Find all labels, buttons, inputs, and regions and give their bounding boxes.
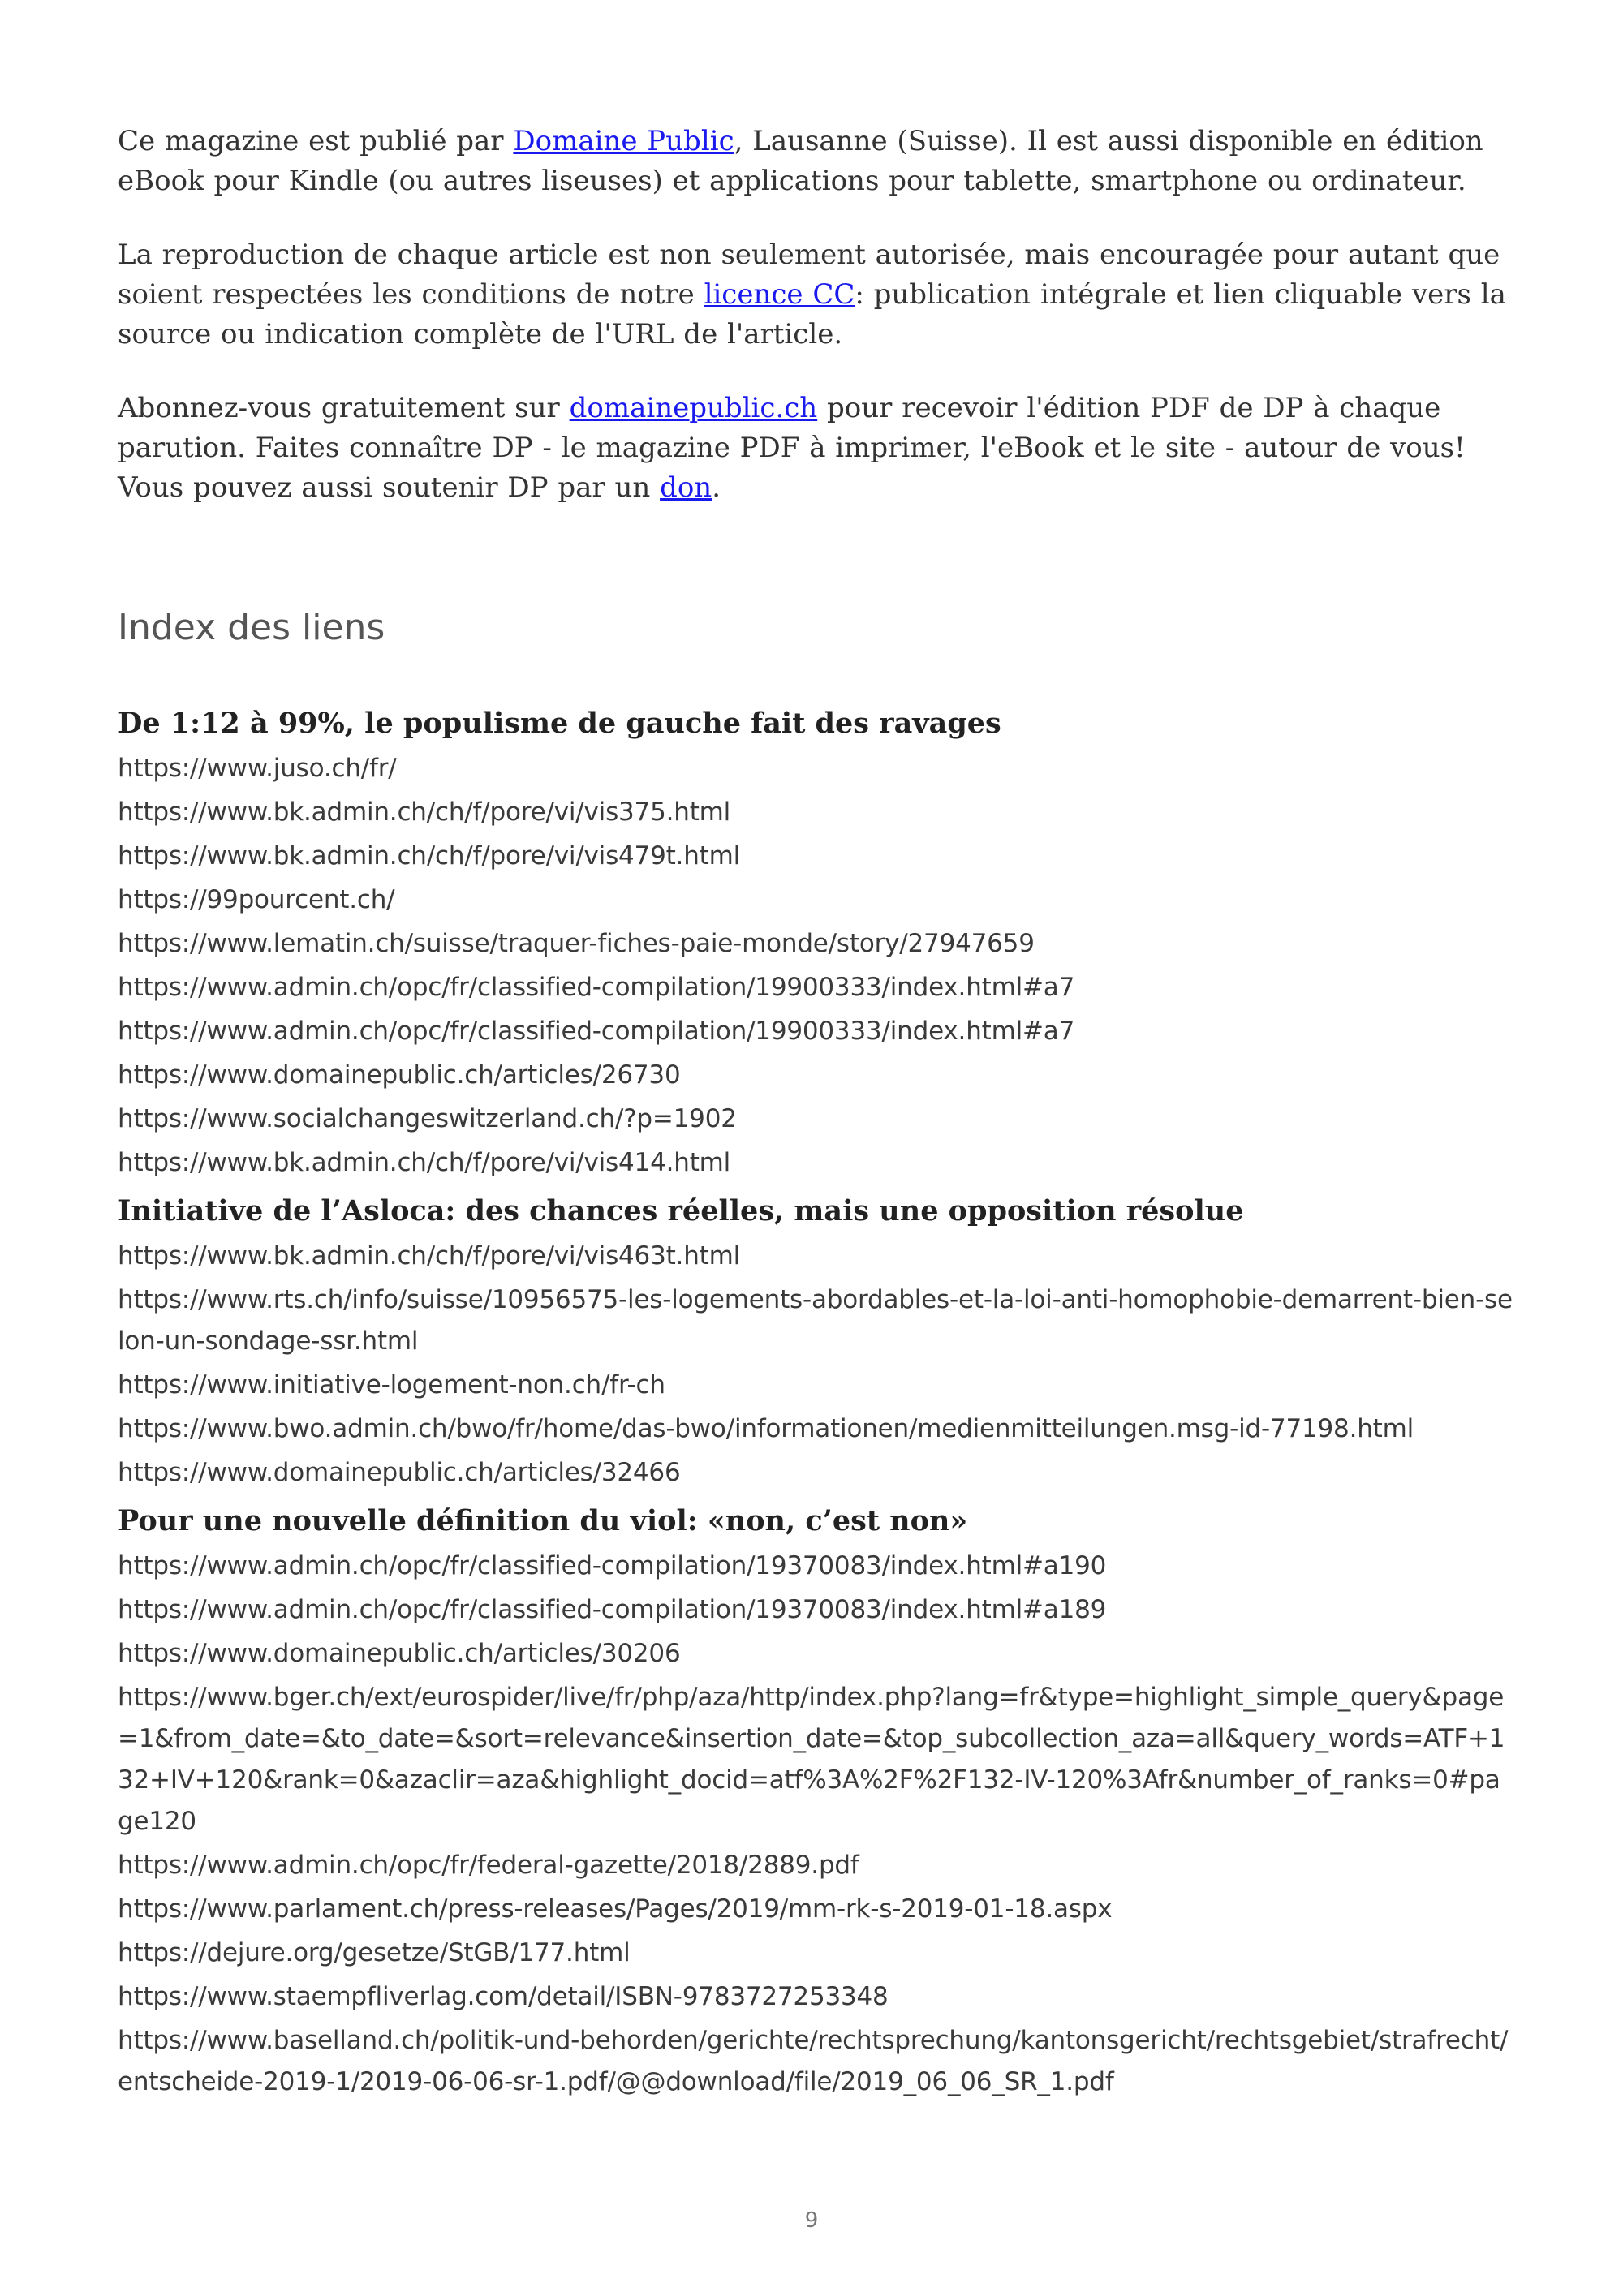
link-item[interactable]: https://www.admin.ch/opc/fr/federal-gazette/2018/2889.pdf — [118, 1851, 859, 1880]
link-item[interactable]: https://www.admin.ch/opc/fr/classified-compilation/19370083/index.html#a189 — [118, 1595, 1107, 1624]
link-item[interactable]: https://www.bk.admin.ch/ch/f/pore/vi/vis479t.html — [118, 841, 741, 871]
section-title: De 1:12 à 99%, le populisme de gauche fait des ravages — [118, 707, 1001, 740]
link-item[interactable]: https://www.rts.ch/info/suisse/10956575-les-logements-abordables-et-la-loi-anti-homophobie-demarrent-bien-selon-un-sondage-ssr.html — [118, 1285, 1513, 1356]
intro-paragraph-publisher — [118, 122, 1513, 201]
page-number: 9 — [804, 2208, 819, 2233]
link-item[interactable]: https://www.domainepublic.ch/articles/32466 — [118, 1458, 681, 1487]
link-item[interactable]: https://www.parlament.ch/press-releases/Pages/2019/mm-rk-s-2019-01-18.aspx — [118, 1894, 1113, 1924]
page-content — [118, 122, 1513, 2105]
link-item[interactable]: https://www.admin.ch/opc/fr/classified-compilation/19900333/index.html#a7 — [118, 1017, 1075, 1046]
link-item[interactable]: https://www.lematin.ch/suisse/traquer-fiches-paie-monde/story/27947659 — [118, 929, 1035, 958]
link-item[interactable]: https://www.baselland.ch/politik-und-behorden/gerichte/rechtsprechung/kantonsgericht/rechtsgebiet/strafrecht/entscheide-2019-1/2019-06-06-sr-1.pdf/@@download/file/2019_06_06_SR_1.pdf — [118, 2026, 1509, 2096]
link-item[interactable]: https://www.admin.ch/opc/fr/classified-compilation/19900333/index.html#a7 — [118, 973, 1075, 1002]
link-item[interactable]: https://www.bk.admin.ch/ch/f/pore/vi/vis414.html — [118, 1148, 731, 1177]
link-list — [118, 1236, 1513, 1494]
p1-text-after: , Lausanne (Suisse). Il est aussi disponible en édition eBook pour Kindle (ou autres liseuses) et applications pour tablette, smartphone ou ordinateur. — [118, 125, 1483, 197]
link-item[interactable]: https://www.bk.admin.ch/ch/f/pore/vi/vis375.html — [118, 798, 731, 827]
link-item[interactable]: https://www.socialchangeswitzerland.ch/?p=1902 — [118, 1104, 737, 1133]
section-title: Pour une nouvelle définition du viol: «non, c’est non» — [118, 1504, 968, 1537]
link-item[interactable]: https://www.domainepublic.ch/articles/30206 — [118, 1639, 681, 1668]
index-title: Index des liens — [118, 607, 385, 648]
domainepublic-link[interactable]: domainepublic.ch — [569, 392, 818, 424]
link-item[interactable]: https://www.staempfliverlag.com/detail/ISBN-9783727253348 — [118, 1982, 889, 2011]
don-link[interactable]: don — [660, 471, 712, 504]
link-item[interactable]: https://www.bk.admin.ch/ch/f/pore/vi/vis463t.html — [118, 1241, 741, 1271]
section-title: Initiative de l’Asloca: des chances réelles, mais une opposition résolue — [118, 1194, 1244, 1228]
intro-paragraph-license — [118, 235, 1513, 355]
p2-text-before: La reproduction de chaque article est non seulement autorisée, mais encouragée pour autant que soient respectées les conditions de notre — [118, 239, 1500, 311]
link-list — [118, 1546, 1513, 2103]
link-item[interactable]: https://dejure.org/gesetze/StGB/177.html — [118, 1938, 631, 1967]
intro-paragraph-subscribe — [118, 389, 1513, 508]
link-item[interactable]: https://99pourcent.ch/ — [118, 885, 395, 914]
link-item[interactable]: https://www.domainepublic.ch/articles/26730 — [118, 1060, 681, 1090]
p3-text-after: . — [712, 471, 721, 504]
link-item[interactable]: https://www.bger.ch/ext/eurospider/live/fr/php/aza/http/index.php?lang=fr&type=highlight_simple_query&page=1&from_date=&to_date=&sort=relevance&insertion_date=&top_subcollection_aza=all&query_words=ATF+132+IV+120&rank=0&azaclir=aza&highlight_docid=atf%3A%2F%2F132-IV-120%3Afr&number_of_ranks=0#page120 — [118, 1683, 1505, 1836]
licence-cc-link[interactable]: licence CC — [704, 278, 855, 311]
index-section — [118, 1192, 1513, 1494]
link-item[interactable]: https://www.admin.ch/opc/fr/classified-compilation/19370083/index.html#a190 — [118, 1551, 1107, 1580]
link-list — [118, 748, 1513, 1184]
index-section — [118, 1502, 1513, 2103]
p3-text-middle: pour recevoir l'édition PDF de DP à chaque parution. Faites connaître DP - le magazine PDF à imprimer, l'eBook et le site - autour de vous! Vous pouvez aussi soutenir DP par un — [118, 392, 1466, 504]
domaine-public-link[interactable]: Domaine Public — [513, 125, 734, 157]
p2-text-after: : publication intégrale et lien cliquable vers la source ou indication complète de l'URL de l'article. — [118, 278, 1506, 350]
link-item[interactable]: https://www.bwo.admin.ch/bwo/fr/home/das-bwo/informationen/medienmitteilungen.msg-id-77198.html — [118, 1414, 1414, 1443]
p1-text-before: Ce magazine est publié par — [118, 125, 514, 157]
link-item[interactable]: https://www.juso.ch/fr/ — [118, 754, 397, 783]
index-section — [118, 704, 1513, 1184]
link-item[interactable]: https://www.initiative-logement-non.ch/fr-ch — [118, 1370, 665, 1400]
p3-text-before: Abonnez-vous gratuitement sur — [118, 392, 570, 424]
